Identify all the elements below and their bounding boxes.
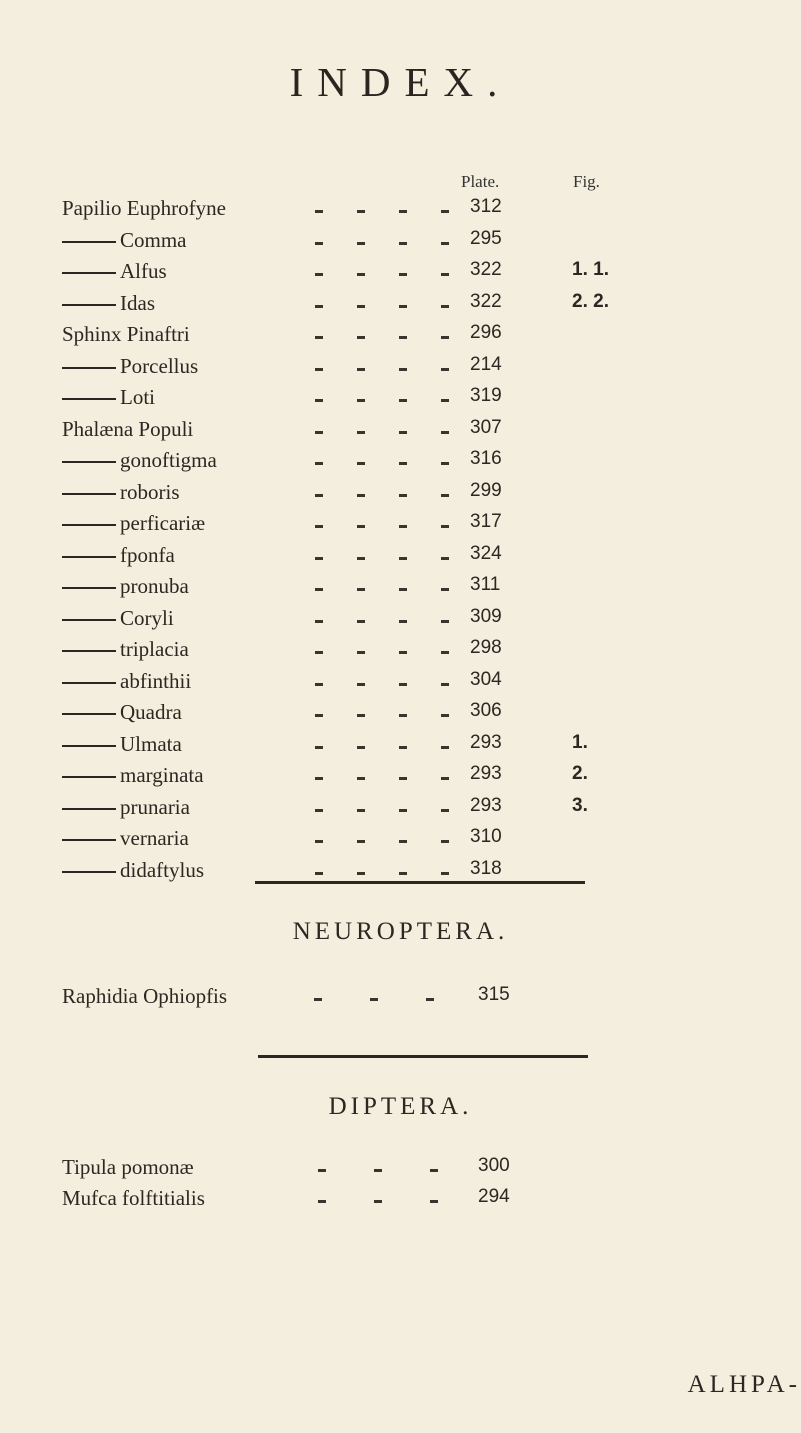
entry-plate-number: 214 bbox=[470, 353, 502, 375]
entry-plate-number: 295 bbox=[470, 227, 502, 249]
index-entry bbox=[0, 1155, 801, 1187]
entry-name: Coryli bbox=[120, 605, 174, 630]
entry-name: Ulmata bbox=[120, 731, 182, 756]
index-entry bbox=[0, 732, 801, 764]
ditto-dash bbox=[62, 304, 116, 306]
entry-name: Quadra bbox=[120, 700, 182, 724]
page-title: INDEX. bbox=[289, 59, 512, 105]
entry-name: Loti bbox=[120, 385, 155, 409]
entry-plate-number: 322 bbox=[470, 290, 502, 312]
entry-plate-number: 299 bbox=[470, 479, 502, 501]
index-entry bbox=[0, 448, 801, 480]
section-divider bbox=[255, 881, 585, 884]
index-entry bbox=[0, 354, 801, 386]
ditto-dash bbox=[62, 367, 116, 369]
index-entry bbox=[0, 291, 801, 323]
index-entry bbox=[0, 385, 801, 417]
entry-plate-number: 322 bbox=[470, 259, 502, 280]
ditto-dash bbox=[62, 713, 116, 715]
entry-plate-number: 315 bbox=[478, 984, 510, 1005]
entry-plate-number: 318 bbox=[470, 857, 502, 879]
plate-column-header: Plate. bbox=[461, 172, 500, 191]
entry-plate-number: 293 bbox=[470, 794, 502, 816]
ditto-dash bbox=[62, 272, 116, 274]
entry-name: Idas bbox=[120, 290, 155, 315]
index-entry bbox=[0, 984, 801, 1016]
ditto-dash bbox=[62, 619, 116, 621]
entry-figure-number: 2. bbox=[572, 763, 588, 784]
entry-plate-number: 319 bbox=[470, 385, 502, 406]
entry-name: prunaria bbox=[120, 794, 190, 819]
entry-name: didaftylus bbox=[120, 857, 204, 882]
index-entry bbox=[0, 543, 801, 575]
entry-name: gonoftigma bbox=[120, 448, 217, 472]
index-entry bbox=[0, 826, 801, 858]
entry-name: perficariæ bbox=[120, 511, 206, 535]
index-entry bbox=[0, 637, 801, 669]
entry-name: Comma bbox=[120, 227, 187, 252]
entry-figure-number: 1. bbox=[572, 731, 588, 753]
entry-plate-number: 312 bbox=[470, 196, 502, 217]
ditto-dash bbox=[62, 493, 116, 495]
ditto-dash bbox=[62, 808, 116, 810]
ditto-dash bbox=[62, 650, 116, 652]
ditto-dash bbox=[62, 745, 116, 747]
entry-name: Papilio Euphrofyne bbox=[62, 196, 226, 220]
entry-name: Sphinx Pinaftri bbox=[62, 322, 190, 346]
index-entry bbox=[0, 480, 801, 512]
entry-name: abfinthii bbox=[120, 668, 192, 693]
entry-plate-number: 293 bbox=[470, 763, 502, 784]
index-entry bbox=[0, 700, 801, 732]
entry-figure-number: 3. bbox=[572, 794, 588, 816]
entry-plate-number: 307 bbox=[470, 416, 502, 438]
catchword: ALHPA- bbox=[687, 1371, 801, 1398]
ditto-dash bbox=[62, 556, 116, 558]
entry-figure-number: 1. 1. bbox=[572, 259, 609, 280]
ditto-dash bbox=[62, 461, 116, 463]
diptera-heading: DIPTERA. bbox=[328, 1093, 473, 1120]
ditto-dash bbox=[62, 398, 116, 400]
section-divider bbox=[258, 1055, 588, 1058]
ditto-dash bbox=[62, 871, 116, 873]
entry-plate-number: 296 bbox=[470, 322, 502, 343]
entry-name: pronuba bbox=[120, 574, 189, 598]
entry-plate-number: 311 bbox=[470, 574, 501, 595]
entry-name: Mufca folftitialis bbox=[62, 1186, 205, 1210]
entry-name: vernaria bbox=[120, 826, 189, 850]
ditto-dash bbox=[62, 682, 116, 684]
entry-name: Porcellus bbox=[120, 353, 199, 378]
entry-plate-number: 310 bbox=[470, 826, 502, 847]
ditto-dash bbox=[62, 587, 116, 589]
index-entry bbox=[0, 196, 801, 228]
index-entry bbox=[0, 574, 801, 606]
entry-plate-number: 304 bbox=[470, 668, 502, 690]
entry-plate-number: 293 bbox=[470, 731, 502, 753]
index-entry bbox=[0, 795, 801, 827]
ditto-dash bbox=[62, 524, 116, 526]
index-entry bbox=[0, 417, 801, 449]
ditto-dash bbox=[62, 241, 116, 243]
entry-name: marginata bbox=[120, 763, 204, 787]
entry-plate-number: 316 bbox=[470, 448, 502, 469]
index-entry bbox=[0, 858, 801, 890]
neuroptera-heading: NEUROPTERA. bbox=[292, 918, 509, 945]
entry-plate-number: 298 bbox=[470, 637, 502, 658]
entry-name: roboris bbox=[120, 479, 180, 504]
entry-name: Alfus bbox=[120, 259, 167, 283]
index-entry bbox=[0, 669, 801, 701]
entry-name: Phalæna Populi bbox=[62, 416, 194, 441]
ditto-dash bbox=[62, 776, 116, 778]
fig-column-header: Fig. bbox=[573, 172, 600, 191]
entry-plate-number: 300 bbox=[478, 1155, 510, 1176]
entry-name: Tipula pomonæ bbox=[62, 1155, 194, 1179]
index-entry bbox=[0, 322, 801, 354]
index-entry bbox=[0, 259, 801, 291]
entry-plate-number: 317 bbox=[470, 511, 502, 532]
entry-name: fponfa bbox=[120, 542, 175, 567]
entry-plate-number: 309 bbox=[470, 605, 502, 627]
entry-plate-number: 294 bbox=[478, 1186, 510, 1207]
entry-plate-number: 324 bbox=[470, 542, 502, 564]
index-entry bbox=[0, 511, 801, 543]
entry-name: Raphidia Ophiopfis bbox=[62, 984, 228, 1008]
entry-name: triplacia bbox=[120, 637, 189, 661]
entry-figure-number: 2. 2. bbox=[572, 290, 609, 312]
index-entry bbox=[0, 228, 801, 260]
index-entry bbox=[0, 763, 801, 795]
entry-plate-number: 306 bbox=[470, 700, 502, 721]
ditto-dash bbox=[62, 839, 116, 841]
index-entry bbox=[0, 606, 801, 638]
index-entry bbox=[0, 1186, 801, 1218]
